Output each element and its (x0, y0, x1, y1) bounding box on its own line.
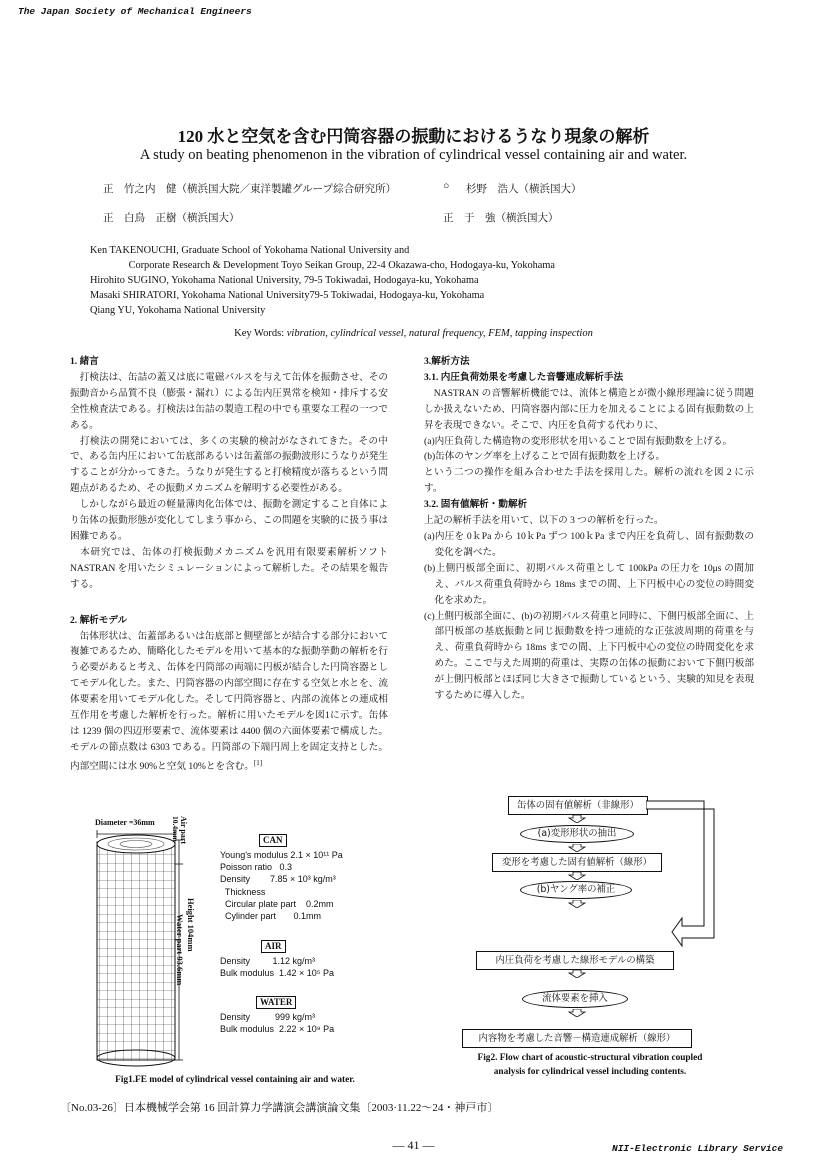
list-item: (c)上側円板部全面に、(b)の初期パルス荷重と同時に、下側円板部全面に、上部円板部の基底振動と同じ振動数を持つ連続的な正弦波周期的荷重を与え、荷重負荷時から 18ms までの間、上下円板中心の変位の時間変化を求めた。ここで与えた周期的荷重は、実際の缶体の振動において下側円板部が上側円板部とほぼ同じ大きさで振動しているという、実験的知見を表現するために導入した。 (424, 610, 754, 702)
author-sugino: 杉野 浩人（横浜国大） (466, 184, 582, 195)
can-youngs: Young's modulus 2.1 × 10¹¹ Pa (220, 850, 343, 860)
height-label: Height 104mm (186, 898, 196, 952)
list-item: (b)上側円板部全面に、初期パルス荷重として 100kPa の圧力を 10μs の間加え、パルス荷重負荷時から 18ms までの間、上下円板中心の変位の時間変化を求めた。 (424, 562, 754, 606)
flow-step-linear-eigen: 変形を考慮した固有値解析（線形） (492, 853, 662, 872)
air-bulk-modulus: Bulk modulus 1.42 × 10⁵ Pa (220, 968, 335, 978)
can-density: Density 7.85 × 10³ kg/m³ (220, 874, 336, 884)
keywords-terms: vibration, cylindrical vessel, natural frequency, FEM, tapping inspection (286, 328, 593, 339)
conference-citation: 〔No.03-26〕日本機械学会第 16 回計算力学講演会講演論文集〔2003·11.22〜24・神戸市〕 (60, 1102, 499, 1114)
affiliation-line: Masaki SHIRATORI, Yokohama National University79-5 Tokiwadai, Hodogaya-ku, Yokohama (90, 290, 485, 301)
flow-arrow (568, 900, 586, 908)
can-cylinder-part: Cylinder part 0.1mm (220, 911, 322, 921)
figure-1 (75, 812, 405, 1094)
can-box: CAN (259, 834, 287, 847)
author-yu: 正 于 強（横浜国大） (443, 213, 559, 224)
paragraph: 打検法の開発においては、多くの実験的検討がなされてきた。その中で、ある缶内圧において缶底部あるいは缶蓋部の振動波形にうなりが発生することが分かってきた。うなりが発生すると打検精度が落ちるという問題点があるため、その振動メカニズムを解明する必要性がある。 (70, 435, 388, 495)
flow-arrow (568, 872, 586, 880)
paragraph: NASTRAN の音響解析機能では、流体と構造とが微小線形理論に従う問題しか扱えないため、円筒容器内部に圧力を加えることによる固有振動数の上昇を表現できない。そこで、内圧を負荷する代わりに、 (424, 387, 754, 431)
affiliation-line: Hirohito SUGINO, Yokohama National University, 79-5 Tokiwadai, Hodogaya-ku, Yokohama (90, 275, 479, 286)
reference-marker: [1] (253, 758, 263, 767)
water-box: WATER (256, 996, 296, 1009)
section-1-heading: 1. 緒言 (70, 356, 99, 367)
left-column (70, 354, 388, 775)
flow-arrow (568, 970, 586, 978)
right-column (424, 354, 754, 704)
paragraph-text: 缶体形状は、缶蓋部あるいは缶底部と側壁部とが結合する部分において複雑であるため、簡略化したモデルを用いて基本的な振動挙動の解析を行う必要があると考え、缶体を円筒部の両端に円板が結合した円筒容器としてモデル化した。また、円筒容器の内部空間に存在する空気と水とを、流体要素を用いてモデル化した。そして円筒容器と、内部の流体との連成相互作用を考慮した解析を行った。解析に用いたモデルを図1に示す。缶体は 1239 個の四辺形要素で、流体要素は 4400 個の六面体要素で構成した。モデルの節点数は 6303 である。円筒部の下端円周上を固定支持とした。内部空間には水 90%と空気 10%とを含む。 (70, 630, 388, 772)
diameter-label: Diameter =36mm (95, 818, 155, 827)
section-3-1-heading: 3.1. 内圧負荷効果を考慮した音響連成解析手法 (424, 371, 624, 383)
list-item: (a)内圧負荷した構造物の変形形状を用いることで固有振動数を上げる。 (424, 435, 733, 447)
paragraph: 打検法は、缶詰の蓋又は底に電磁パルスを与えて缶体を振動させ、その振動音から品質不良（膨張・漏れ）による缶内圧異常を検知・排斥する安全性検査法である。打検法は缶詰の製造工程の中でも重要な工程の一つである。 (70, 371, 388, 431)
flow-step-build-linear-model: 内圧負荷を考慮した線形モデルの構築 (476, 951, 674, 970)
section-3-2-heading: 3.2. 固有値解析・動解析 (424, 499, 528, 511)
list-item: (a)内圧を 0ｋPa から 10ｋPa ずつ 100ｋPa まで内圧を負荷し、固有振動数の変化を調べた。 (424, 530, 754, 558)
section-3-heading: 3.解析方法 (424, 356, 470, 367)
figure-2 (440, 790, 760, 1090)
figure-2-caption-line-1: Fig2. Flow chart of acoustic-structural vibration coupled (477, 1053, 703, 1063)
flow-step-nonlinear-eigen: 缶体の固有値解析（非線形） (508, 796, 648, 815)
paragraph: しかしながら最近の軽量薄肉化缶体では、振動を測定すること自体により缶体の振動形態が変化してしまう事から、この問題を実験的に扱う事は困難である。 (70, 499, 388, 542)
can-thickness: Thickness (220, 887, 266, 897)
flow-step-youngs-correction: (b)ヤング率の補正 (520, 881, 632, 899)
paper-title-japanese: 120 水と空気を含む円筒容器の振動におけるうなり現象の解析 (177, 127, 650, 146)
flow-step-coupled-analysis: 内容物を考慮した音響－構造連成解析（線形） (462, 1029, 692, 1048)
page-number: — 41 — (392, 1138, 435, 1152)
can-poisson: Poisson ratio 0.3 (220, 862, 293, 872)
flow-arrow (568, 844, 586, 852)
air-box: AIR (261, 940, 286, 953)
figure-1-caption: Fig1.FE model of cylindrical vessel containing air and water. (115, 1075, 355, 1085)
flow-bypass-arrow (646, 796, 726, 956)
section-2-heading: 2. 解析モデル (70, 614, 128, 626)
figure-2-caption-line-2: analysis for cylindrical vessel including contents. (493, 1067, 687, 1077)
paragraph: 本研究では、缶体の打検振動メカニズムを汎用有限要素解析ソフト NASTRAN を用いたシミュレーションによって解析した。その結果を報告する。 (70, 546, 388, 590)
air-density: Density 1.12 kg/m³ (220, 956, 316, 966)
affiliation-line: Ken TAKENOUCHI, Graduate School of Yokohama National University and (90, 245, 410, 256)
affiliation-line: Corporate Research & Development Toyo Seikan Group, 22-4 Okazawa-cho, Hodogaya-ku, Yokohama (90, 260, 555, 271)
flow-step-insert-fluid: 流体要素を挿入 (522, 990, 628, 1008)
water-bulk-modulus: Bulk modulus 2.22 × 10⁹ Pa (220, 1024, 335, 1034)
society-header: The Japan Society of Mechanical Engineers (18, 6, 252, 17)
list-item: (b)缶体のヤング率を上げることで固有振動数を上げる。 (424, 451, 666, 463)
keywords-label: Key Words: (234, 328, 287, 339)
author-shiratori: 正 白鳥 正樹（横浜国大） (103, 213, 240, 224)
affiliations (90, 243, 555, 318)
flow-arrow (568, 815, 586, 823)
paragraph: という二つの操作を組み合わせた手法を採用した。解析の流れを図 2 に示す。 (424, 467, 754, 495)
source-label: NII-Electronic Library Service (612, 1143, 784, 1154)
presenter-mark: ○ (443, 181, 450, 192)
affiliation-line: Qiang YU, Yokohama National University (90, 305, 266, 316)
flow-arrow (568, 1009, 586, 1017)
paragraph (70, 629, 388, 775)
air-part-size: 10.4mm (171, 816, 180, 842)
paper-title-english: A study on beating phenomenon in the vibration of cylindrical vessel containing air and water. (139, 147, 688, 163)
can-circular-plate: Circular plate part 0.2mm (220, 899, 334, 909)
water-density: Density 999 kg/m³ (220, 1012, 316, 1022)
keywords (0, 328, 827, 339)
flow-step-extract-deformation: (a)変形形状の抽出 (520, 825, 634, 843)
water-part-label: Water part 93.6mm (175, 914, 185, 986)
author-takenouchi: 正 竹之内 健（横浜国大院／東洋製罐グループ綜合研究所） (103, 184, 397, 195)
paragraph: 上記の解析手法を用いて、以下の 3 つの解析を行った。 (424, 515, 664, 527)
air-part-label: Air part (179, 816, 188, 845)
